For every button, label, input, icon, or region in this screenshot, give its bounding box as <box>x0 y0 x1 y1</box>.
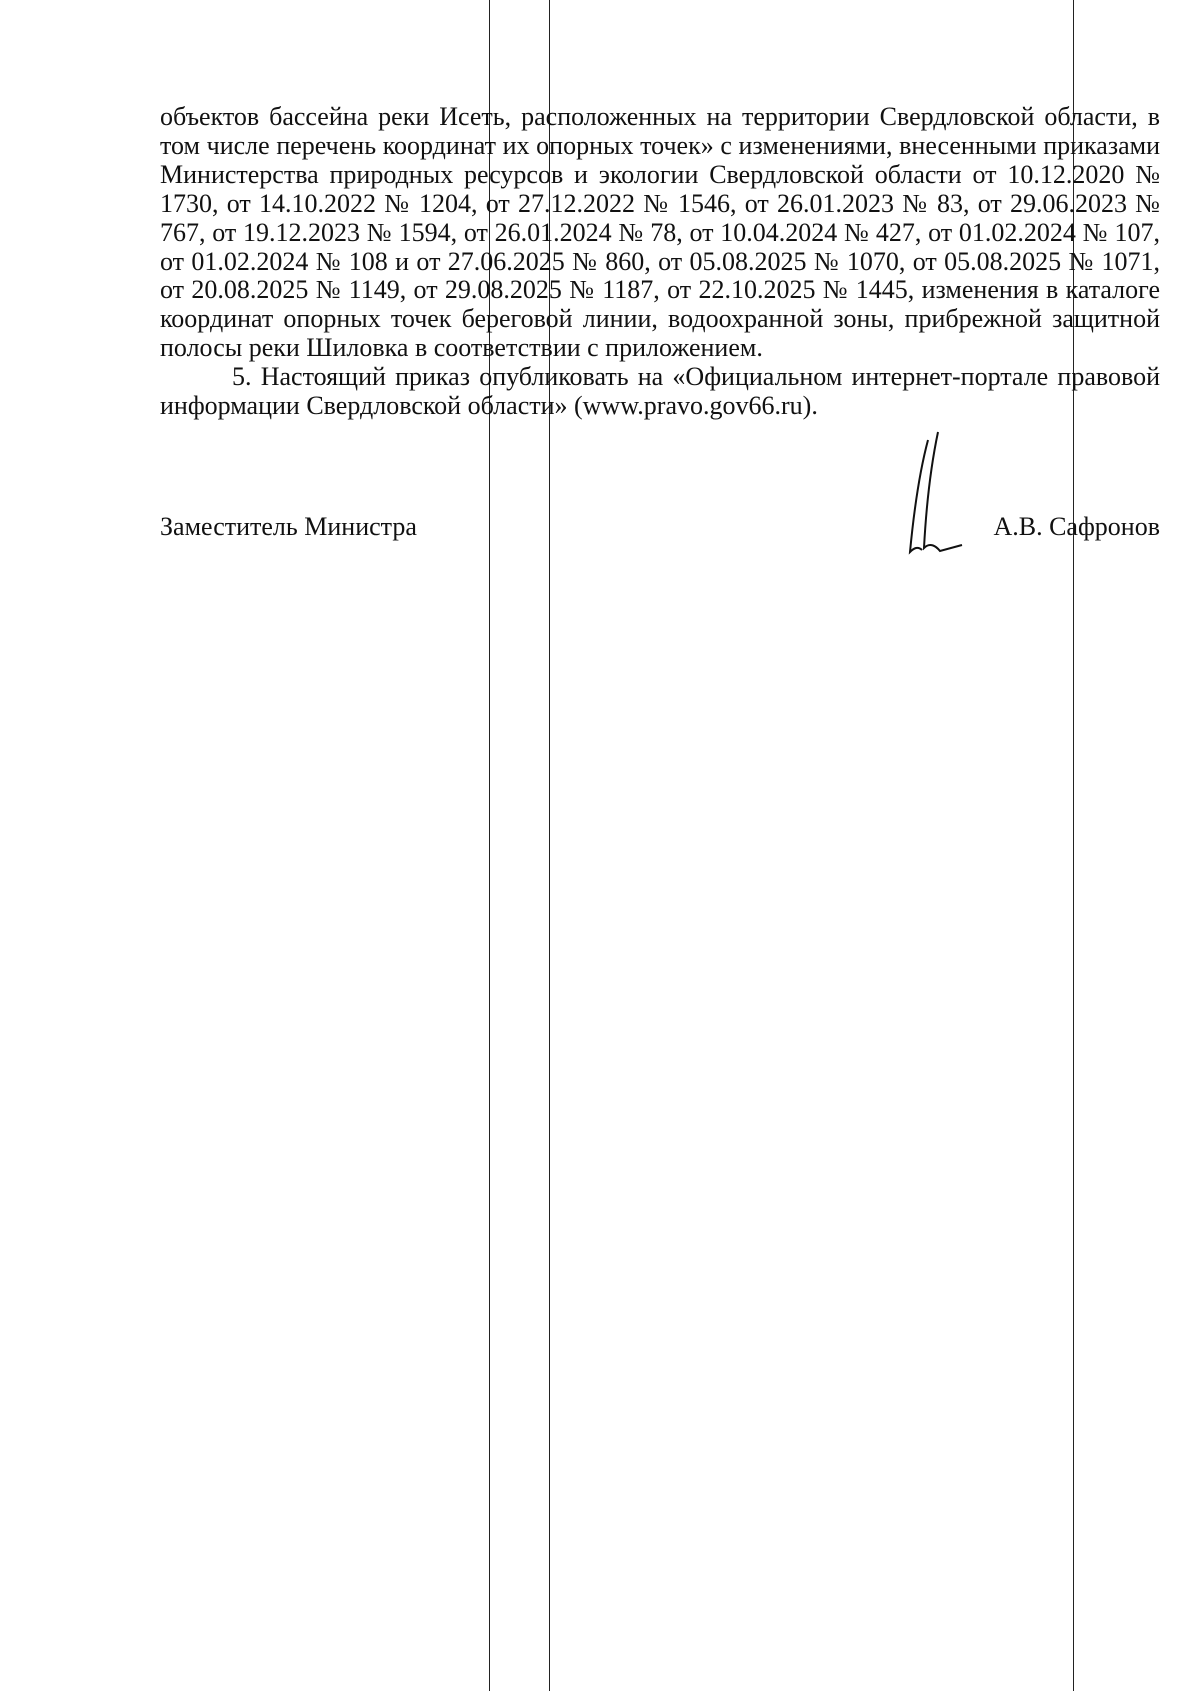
signatory-name: А.В. Сафронов <box>993 512 1160 541</box>
signatory-position: Заместитель Министра <box>160 512 417 541</box>
document-body <box>160 103 1160 421</box>
handwritten-signature <box>900 430 970 560</box>
paragraph-5: 5. Настоящий приказ опубликовать на «Официальном интернет-портале правовой информации Свердловской области» (www.pravo.gov66.ru). <box>160 362 1160 421</box>
paragraph-continuation: объектов бассейна реки Исеть, расположенных на территории Свердловской области, в том числе перечень координат их опорных точек» с изменениями, внесенными приказами Министерства природных ресурсов и экологии Свердловской области от 10.12.2020 № 1730, от 14.10.2022 № 1204, от 27.12.2022 № 1546, от 26.01.2023 № 83, от 29.06.2023 № 767, от 19.12.2023 № 1594, от 26.01.2024 № 78, от 10.04.2024 № 427, от 01.02.2024 № 107, от 01.02.2024 № 108 и от 27.06.2025 № 860, от 05.08.2025 № 1070, от 05.08.2025 № 1071, от 20.08.2025 № 1149, от 29.08.2025 № 1187, от 22.10.2025 № 1445, изменения в каталоге координат опорных точек береговой линии, водоохранной зоны, прибрежной защитной полосы реки Шиловка в соответствии с приложением. <box>160 102 1160 363</box>
signature-block <box>160 512 1160 556</box>
